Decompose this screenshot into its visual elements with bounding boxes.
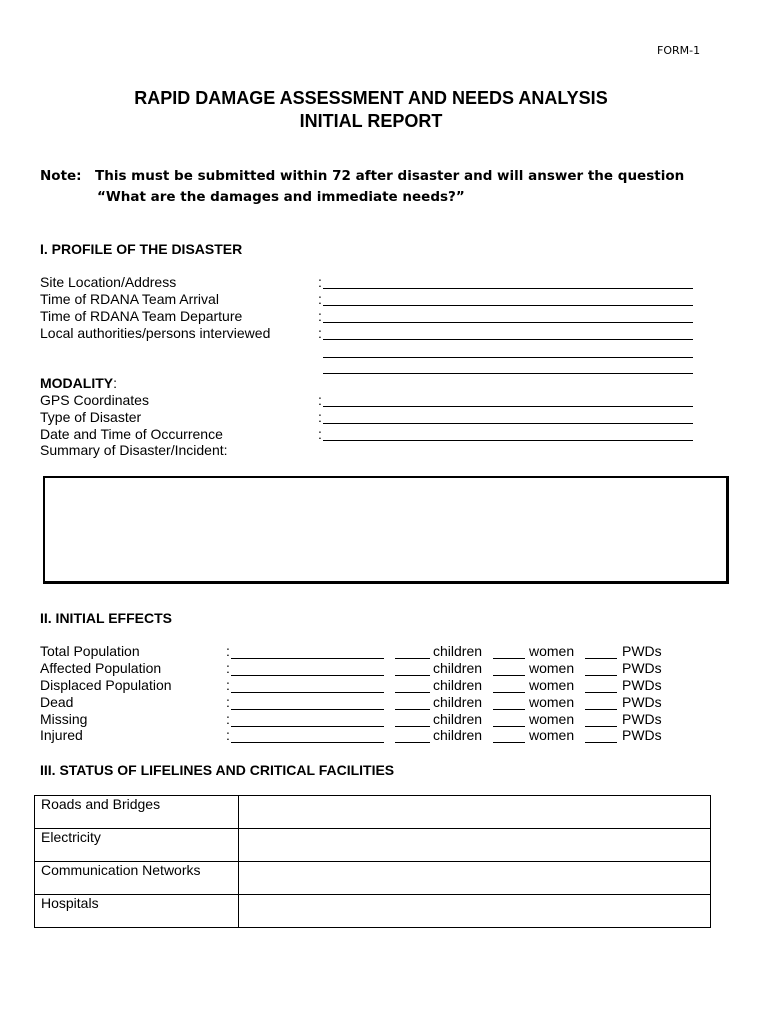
field-colon: : <box>226 694 230 710</box>
effects-count-blank[interactable] <box>231 675 384 676</box>
disaster-type-blank[interactable] <box>323 423 693 424</box>
effects-children-blank[interactable] <box>395 726 430 727</box>
field-colon: : <box>318 392 322 408</box>
effects-row-label: Dead <box>40 694 74 710</box>
field-label-team-arrival: Time of RDANA Team Arrival <box>40 291 219 307</box>
effects-count-blank[interactable] <box>231 742 384 743</box>
effects-women-blank[interactable] <box>493 742 525 743</box>
field-colon: : <box>318 291 322 307</box>
field-colon: : <box>226 727 230 743</box>
gps-blank[interactable] <box>323 406 693 407</box>
field-label-team-departure: Time of RDANA Team Departure <box>40 308 243 324</box>
table-row <box>35 862 711 895</box>
effects-count-blank[interactable] <box>231 692 384 693</box>
effects-women-label: women <box>529 694 575 710</box>
field-colon: : <box>226 677 230 693</box>
field-colon: : <box>318 409 322 425</box>
effects-pwds-label: PWDs <box>622 711 662 727</box>
effects-women-label: women <box>529 711 575 727</box>
effects-row-label: Total Population <box>40 643 140 659</box>
effects-women-label: women <box>529 660 575 676</box>
effects-pwds-label: PWDs <box>622 727 662 743</box>
field-label-gps: GPS Coordinates <box>40 392 149 408</box>
lifeline-label-hospitals: Hospitals <box>35 895 239 928</box>
effects-women-blank[interactable] <box>493 709 525 710</box>
section-lifelines-title: III. STATUS OF LIFELINES AND CRITICAL FACILITIES <box>40 762 395 778</box>
field-label-site-location: Site Location/Address <box>40 274 177 290</box>
field-colon: : <box>318 325 322 341</box>
effects-row-label: Affected Population <box>40 660 162 676</box>
site-location-blank[interactable] <box>323 288 693 289</box>
authorities-blank-3[interactable] <box>323 373 693 374</box>
effects-children-label: children <box>433 660 483 676</box>
occurrence-blank[interactable] <box>323 440 693 441</box>
effects-children-blank[interactable] <box>395 658 430 659</box>
field-label-disaster-type: Type of Disaster <box>40 409 142 425</box>
field-label-authorities-interviewed: Local authorities/persons interviewed <box>40 325 271 341</box>
effects-women-blank[interactable] <box>493 675 525 676</box>
effects-women-label: women <box>529 643 575 659</box>
lifeline-status-electricity[interactable] <box>239 829 711 862</box>
field-colon: : <box>226 711 230 727</box>
effects-row-label: Injured <box>40 727 83 743</box>
lifeline-status-roads[interactable] <box>239 796 711 829</box>
effects-children-label: children <box>433 694 483 710</box>
field-colon: : <box>318 308 322 324</box>
effects-pwds-blank[interactable] <box>585 658 617 659</box>
form-subtitle: INITIAL REPORT <box>299 111 443 131</box>
lifeline-label-electricity: Electricity <box>35 829 239 862</box>
effects-women-blank[interactable] <box>493 658 525 659</box>
effects-children-label: children <box>433 677 483 693</box>
field-colon: : <box>318 426 322 442</box>
table-row <box>35 895 711 928</box>
effects-women-blank[interactable] <box>493 692 525 693</box>
note-text-line1: This must be submitted within 72 after disaster and will answer the question <box>95 168 685 184</box>
effects-pwds-label: PWDs <box>622 694 662 710</box>
effects-row-label: Missing <box>40 711 88 727</box>
effects-children-blank[interactable] <box>395 692 430 693</box>
note-text-line2: “What are the damages and immediate needs?” <box>97 189 465 205</box>
lifeline-status-communication[interactable] <box>239 862 711 895</box>
authorities-blank-2[interactable] <box>323 357 693 358</box>
form-code: FORM-1 <box>657 44 701 57</box>
field-label-occurrence: Date and Time of Occurrence <box>40 426 223 442</box>
effects-pwds-label: PWDs <box>622 660 662 676</box>
effects-pwds-label: PWDs <box>622 677 662 693</box>
authorities-blank-1[interactable] <box>323 339 693 340</box>
effects-pwds-blank[interactable] <box>585 742 617 743</box>
field-colon: : <box>226 660 230 676</box>
modality-heading: MODALITY: <box>40 375 117 391</box>
effects-women-label: women <box>529 677 575 693</box>
effects-children-label: children <box>433 711 483 727</box>
effects-pwds-blank[interactable] <box>585 709 617 710</box>
team-arrival-blank[interactable] <box>323 305 693 306</box>
lifeline-label-roads: Roads and Bridges <box>35 796 239 829</box>
lifeline-status-hospitals[interactable] <box>239 895 711 928</box>
effects-women-blank[interactable] <box>493 726 525 727</box>
team-departure-blank[interactable] <box>323 322 693 323</box>
effects-count-blank[interactable] <box>231 658 384 659</box>
effects-pwds-blank[interactable] <box>585 692 617 693</box>
effects-women-label: women <box>529 727 575 743</box>
effects-children-blank[interactable] <box>395 709 430 710</box>
effects-pwds-blank[interactable] <box>585 675 617 676</box>
form-title: RAPID DAMAGE ASSESSMENT AND NEEDS ANALYSIS <box>134 88 608 108</box>
table-row <box>35 796 711 829</box>
effects-children-label: children <box>433 643 483 659</box>
note-label: Note: <box>40 168 82 184</box>
section-initial-effects-title: II. INITIAL EFFECTS <box>40 610 172 626</box>
effects-row-label: Displaced Population <box>40 677 172 693</box>
effects-count-blank[interactable] <box>231 709 384 710</box>
effects-children-label: children <box>433 727 483 743</box>
effects-pwds-blank[interactable] <box>585 726 617 727</box>
effects-children-blank[interactable] <box>395 675 430 676</box>
field-colon: : <box>226 643 230 659</box>
table-row <box>35 829 711 862</box>
effects-children-blank[interactable] <box>395 742 430 743</box>
section-profile-title: I. PROFILE OF THE DISASTER <box>40 241 243 257</box>
lifelines-table <box>34 795 711 928</box>
field-label-summary: Summary of Disaster/Incident: <box>40 442 228 458</box>
summary-text-box[interactable] <box>43 476 729 584</box>
field-colon: : <box>318 274 322 290</box>
effects-count-blank[interactable] <box>231 726 384 727</box>
lifeline-label-communication: Communication Networks <box>35 862 239 895</box>
effects-pwds-label: PWDs <box>622 643 662 659</box>
